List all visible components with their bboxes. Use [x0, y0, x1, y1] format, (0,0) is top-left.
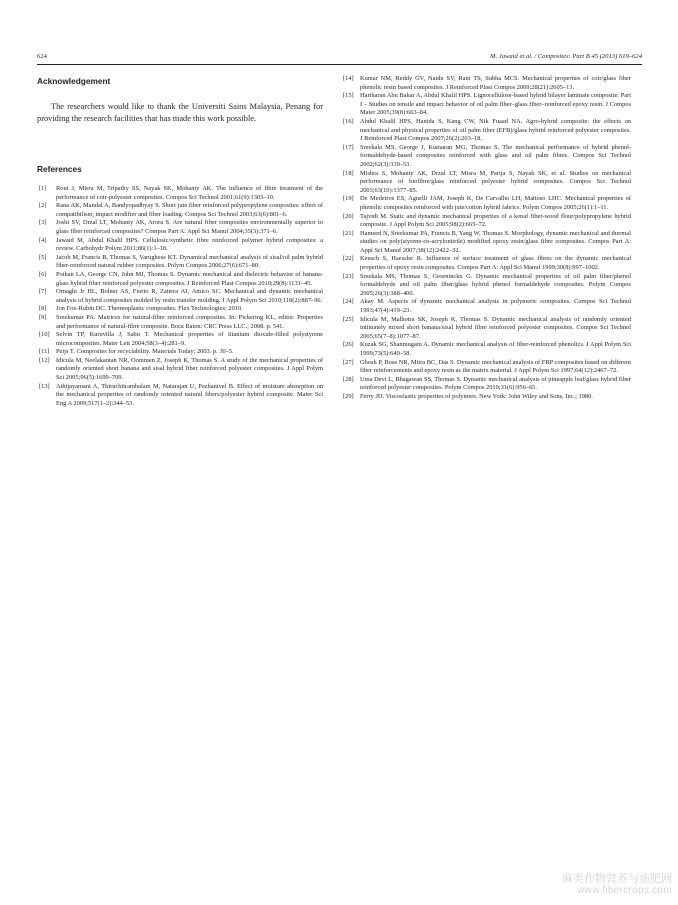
reference-item	[343, 75, 631, 92]
reference-text: Kuzak SG, Shanmugam A. Dynamic mechanical analysis of fiber-reinforced phenolics. J Appl Polym Sci 1999;73(5):649–58.	[360, 341, 631, 357]
reference-item	[343, 273, 631, 299]
reference-item	[343, 144, 631, 170]
reference-text: Tajvidi M. Static and dynamic mechanical properties of a kenaf fiber-wood flour/polypropylene hybrid composite. J Appl Polym Sci 2005;98(2):665–72.	[360, 212, 631, 229]
reference-number: [12]	[39, 356, 50, 364]
reference-number: [24]	[343, 298, 354, 306]
reference-number: [14]	[343, 75, 354, 82]
left-column	[37, 76, 323, 407]
reference-text: De Medeiros ES, Agnelli JAM, Joseph K, De Carvalho LH, Mattoso LHC. Mechanical properties of phenolic composites reinforced with jute/cotton hybrid fabrics. Polym Compos 2005;26(1):1–11.	[360, 195, 631, 211]
reference-text: Jawaid M, Abdul Khalil HPS. Cellulosic/synthetic fibre reinforced polymer hybrid composites: a review. Carbohydr Polym 2011;86(1):1–18.	[56, 236, 323, 253]
reference-number: [18]	[343, 169, 354, 177]
reference-number: [5]	[39, 253, 47, 261]
reference-number: [13]	[39, 382, 50, 390]
references-heading: References	[37, 164, 82, 174]
reference-item	[39, 237, 323, 254]
reference-number: [23]	[343, 272, 354, 280]
header-rule	[37, 64, 642, 65]
reference-number: [22]	[343, 255, 354, 263]
reference-item	[39, 185, 323, 202]
reference-number: [25]	[343, 315, 354, 323]
reference-text: Uma Devi L, Bhagawan SS, Thomas S. Dynamic mechanical analysis of pineapple leaf/glass hybrid fiber reinforced polyester composites. Polym Compos 2010;31(6):956–65.	[360, 375, 631, 392]
acknowledgement-heading: Acknowledgement	[37, 76, 111, 86]
reference-item	[39, 254, 323, 271]
reference-text: Ghosh P, Bose NR, Mitra BC, Das S. Dynamic mechanical analysis of FRP composites based on different fiber reinforcements and epoxy resin as the matrix material. J Appl Polym Sci 1997;64(12):2467–72.	[360, 358, 631, 375]
watermark-text: 麻类作物营养与施肥网	[562, 872, 672, 885]
reference-item	[343, 118, 631, 144]
reference-item	[39, 305, 323, 314]
reference-item	[343, 316, 631, 342]
reference-number: [11]	[39, 348, 50, 356]
reference-text: Keusch S, Haessler R. Influence of surface treatment of glass fibres on the dynamic mechanical properties of epoxy resin composites. Compos Part A: Appl Sci Manuf 1999;30(8):997–1002.	[360, 255, 631, 272]
reference-item	[343, 359, 631, 376]
reference-text: Mishra S, Mohanty AK, Drzal LT, Misra M, Parija S, Nayak SK, et al. Studies on mechanical performance of biofibre/glass reinforced polyester hybrid composites. Compos Sci Technol 2003;63(10):1377–85.	[360, 169, 631, 194]
reference-item	[343, 195, 631, 212]
reference-number: [4]	[39, 236, 47, 244]
reference-text: Peijs T. Composites for recyclability. Materials Today; 2003. p. 30–5.	[56, 348, 234, 356]
reference-item	[343, 393, 631, 402]
reference-text: Sreekumar PA. Matrices for natural-fibre reinforced composites. In: Pickering KL, editor. Properties and performance of natural-fibre composite. Boca Raton: CRC Press LLC.; 2008. p. 541.	[56, 313, 323, 330]
reference-item	[343, 341, 631, 358]
reference-number: [29]	[343, 392, 354, 400]
reference-text: Kumar NM, Reddy GV, Naidu SV, Rani TS, Subha MCS. Mechanical properties of coir/glass fiber phenolic resin based composites. J Reinforced Plast Compos 2009;28(21):2605–13.	[360, 75, 631, 91]
reference-number: [7]	[39, 288, 47, 296]
running-head: M. Jawaid et al. / Composites: Part B 45 (2013) 619–624	[489, 53, 642, 60]
reference-number: [9]	[39, 313, 47, 321]
reference-number: [10]	[39, 331, 50, 339]
reference-number: [2]	[39, 202, 47, 210]
reference-text: Ornaghi Jr HL, Bolner AS, Fiorio R, Zattera AJ, Amico SC. Mechanical and dynamic mechanical analysis of hybrid composites molded by resin transfer molding. J Appl Polym Sci 2010;118(2):887–96.	[56, 288, 323, 304]
reference-number: [21]	[343, 229, 354, 237]
reference-text: Hameed N, Sreekumar PA, Francis B, Yang W, Thomas S. Morphology, dynamic mechanical and thermal studies on poly(styrene-co-acrylonitrile) modified epoxy resin/glass fibre composites. Compos Part A: Appl Sci Manuf 2007;38(12):2422–32.	[360, 229, 631, 254]
watermark-url: www.fibercrops.com	[577, 885, 672, 896]
reference-text: Idicula M, Neelakantan NR, Oommen Z, Joseph K, Thomas S. A study of the mechanical properties of randomly oriented short banana and sisal hybrid fiber reinforced polyester composites. J Appl Polym Sci 2005;96(5):1699–709.	[56, 356, 323, 382]
reference-number: [15]	[343, 92, 354, 100]
reference-item	[39, 314, 323, 331]
reference-number: [26]	[343, 341, 354, 349]
right-column	[343, 75, 631, 402]
reference-text: Rout J, Misra M, Tripathy SS, Nayak SK, Mohanty AK. The influence of fibre treatment of the performance of coir-polyester composites. Compos Sci Technol 2001;61(9):1303–10.	[56, 185, 323, 201]
page-header	[37, 53, 642, 65]
reference-text: Selvin TP, Kuruvilla J, Sabu T. Mechanical properties of titanium dioxide-filled polystyrene microcomposites. Mater Lett 2004;58(3–4):281–9.	[56, 331, 323, 347]
reference-item	[343, 230, 631, 256]
reference-text: Rana AK, Mandal A, Bandyopadhyay S. Short jute fiber reinforced polypropylene composites: effect of compatibiliser, impact modifier and fiber loading. Compos Sci Technol 2003;63(6):801–6.	[56, 202, 323, 218]
reference-text: Ferry JD. Viscoelastic properties of polymers. New York: John Wiley and Sons, Inc.; 1980.	[360, 392, 593, 400]
reference-number: [28]	[343, 375, 354, 383]
page-number: 624	[37, 53, 47, 60]
reference-number: [1]	[39, 185, 47, 192]
reference-text: Abdul Khalil HPS, Hanida S, Kang CW, Nik Fuaad NA. Agro-hybrid composite: the effects on mechanical and physical properties of oil palm fiber (EFB)/glass hybrid reinforced polyester composites. J Reinforced Plast Compos 2007;26(2):203–18.	[360, 117, 631, 143]
reference-item	[39, 383, 323, 409]
reference-text: Pothan LA, George CN, John MJ, Thomas S. Dynamic mechanical and dielectric behavior of banana-glass hybrid fiber reinforced polyester composites. J Reinforced Plast Compos 2010;29(8):1131–45.	[56, 270, 323, 287]
reference-item	[39, 331, 323, 348]
reference-item	[39, 357, 323, 383]
reference-text: Hariharan Abu Bakar A, Abdul Khalil HPS. Lignocellulose-based hybrid bilayer laminate composite: Part I – Studies on tensile and impact behavior of oil palm fiber–glass fiber–reinforced epoxy resin. J Compos Mater 2005;39(8):663–84.	[360, 92, 631, 117]
reference-text: Joshi SV, Drzal LT, Mohanty AK, Arora S. Are natural fiber composites environmentally superior to glass fiber reinforced composites? Compos Part A: Appl Sci Manuf 2004;35(3):371–6.	[56, 219, 323, 235]
reference-item	[343, 255, 631, 272]
reference-item	[39, 288, 323, 305]
reference-number: [19]	[343, 195, 354, 203]
reference-item	[343, 376, 631, 393]
reference-text: Jacob M, Francis B, Thomas S, Varughese KT. Dynamical mechanical analysis of sisal/oil palm hybrid fiber-reinforced natural rubber composites. Polym Compos 2006;27(6):671–80.	[56, 253, 323, 270]
reference-item	[343, 92, 631, 118]
reference-text: Jon Fox-Rubin DC. Thermoplastic composites. Flex Technologies; 2010.	[56, 305, 243, 313]
reference-list-left	[39, 185, 323, 408]
reference-text: Idicula M, Malhotra SK, Joseph K, Thomas S. Dynamic mechanical analysis of randomly oriented intimately mixed short banana/sisal hybrid fibre reinforced polyester composites. Compos Sci Technol 2005;65(7–8):1077–87.	[360, 315, 631, 340]
reference-text: Sreekala MS, George J, Kumaran MG, Thomas S. The mechanical performance of hybrid phenol-formaldehyde-based composites reinforced with glass and oil palm fibres. Compos Sci Technol 2002;62(3):339–53.	[360, 143, 631, 168]
reference-text: Akay M. Aspects of dynamic mechanical analysis in polymeric composites. Compos Sci Technol 1993;47(4):419–23.	[360, 298, 631, 315]
reference-item	[343, 170, 631, 196]
reference-number: [20]	[343, 212, 354, 220]
reference-number: [27]	[343, 358, 354, 366]
reference-item	[343, 213, 631, 230]
reference-text: Sreekala MS, Thomas S, Groeninckx G. Dynamic mechanical properties of oil palm fiber/phenol formaldehyde and oil palm fiber/glass hybrid phenol formaldehyde composites. Polym Compos 2005;26(3):388–400.	[360, 272, 631, 297]
reference-item	[39, 202, 323, 219]
site-watermark	[562, 873, 672, 897]
reference-text: Athijayamani A, Thiruchitrambalam M, Natarajan U, Pazhanivel B. Effect of moisture absorption on the mechanical properties of randomly oriented natural fibers/polyester hybrid composite. Mater Sci Eng A 2009;517(1–2):344–53.	[56, 382, 323, 407]
acknowledgement-text: The researchers would like to thank the Universiti Sains Malaysia, Penang for providing the research facilities that has made this work possible.	[37, 102, 323, 123]
reference-list-right	[343, 75, 631, 402]
reference-item	[39, 271, 323, 288]
reference-item	[343, 298, 631, 315]
reference-number: [3]	[39, 219, 47, 227]
reference-number: [16]	[343, 117, 354, 125]
reference-item	[39, 219, 323, 236]
reference-number: [8]	[39, 305, 47, 313]
reference-item	[39, 348, 323, 357]
reference-number: [17]	[343, 143, 354, 151]
reference-number: [6]	[39, 270, 47, 278]
